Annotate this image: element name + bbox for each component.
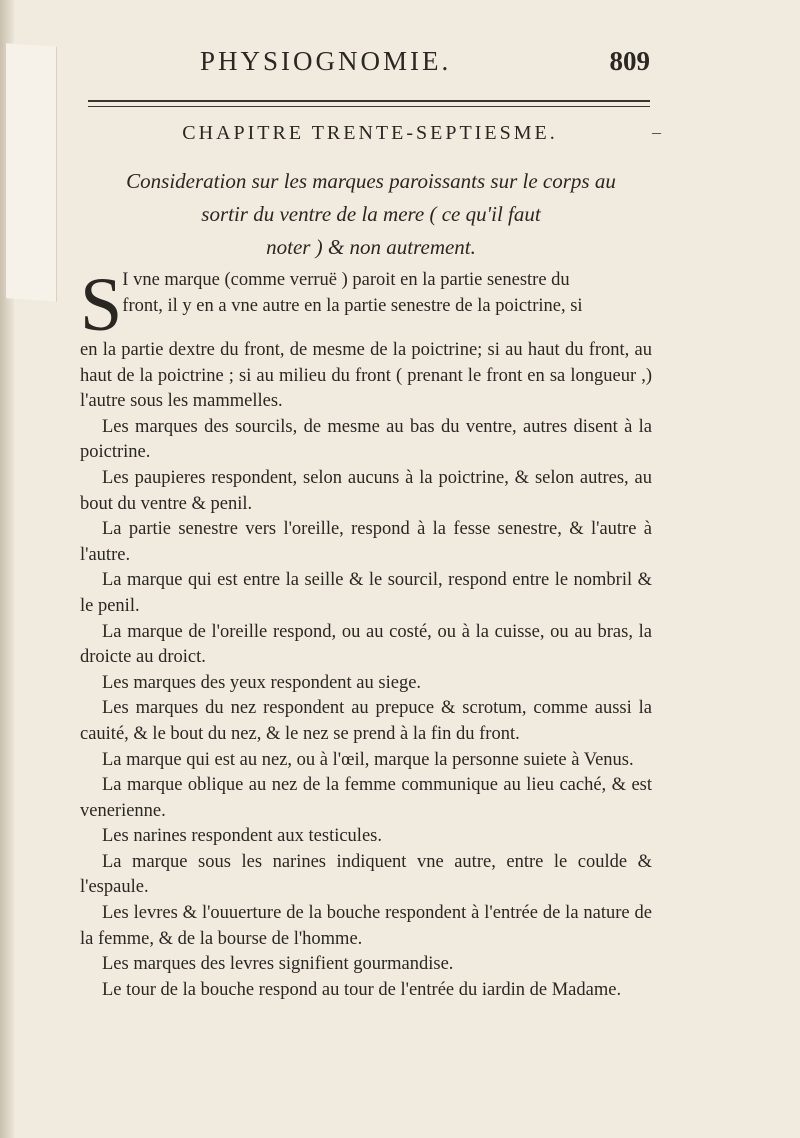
running-title: PHYSIOGNOMIE.: [200, 46, 452, 76]
paragraph: La marque qui est au nez, ou à l'œil, marque la personne suiete à Venus.: [102, 749, 634, 770]
paragraph: La marque sous les narines indiquent vne autre, entre le coulde & l'espaule.: [80, 851, 652, 898]
body-text: [80, 263, 652, 1003]
first-paragraph: [80, 263, 652, 347]
paragraph: La marque oblique au nez de la femme communique au lieu caché, & est venerienne.: [80, 775, 652, 821]
paragraph: en la partie dextre du front, de mesme de la poictrine; si au haut du front, au haut de la poictrine ; si au milieu du front ( prenant le front en sa longueur ,) l'autre sous les mammelles.: [80, 340, 652, 412]
paragraph: Les paupieres respondent, selon aucuns à la poictrine, & selon autres, au bout du ventre & penil.: [80, 467, 652, 514]
first-paragraph-line: front, il y en a vne autre en la partie senestre de la poictrine, si: [122, 295, 583, 316]
subtitle-line: Consideration sur les marques paroissants sur le corps au: [126, 169, 616, 193]
first-paragraph-lines: [122, 268, 652, 338]
page-number: 809: [609, 46, 650, 76]
paragraph: Les marques des levres signifient gourmandise.: [102, 954, 454, 975]
running-head: [80, 42, 650, 82]
subtitle-line: sortir du ventre de la mere ( ce qu'il faut: [201, 202, 541, 226]
paragraph: Les narines respondent aux testicules.: [102, 826, 382, 847]
paragraph: Les marques des sourcils, de mesme au bas du ventre, autres disent à la poictrine.: [80, 416, 652, 463]
paragraph: Les marques des yeux respondent au siege.: [102, 672, 422, 693]
drop-cap: S: [80, 263, 123, 347]
first-paragraph-line: I vne marque (comme verruë ) paroit en la partie senestre du: [122, 270, 570, 290]
paper-tab: [6, 43, 57, 302]
paragraph: La partie senestre vers l'oreille, respond à la fesse senestre, & l'autre à l'autre.: [80, 519, 652, 565]
paragraph: Le tour de la bouche respond au tour de l'entrée du iardin de Madame.: [102, 979, 622, 1000]
header-rule: [88, 100, 650, 107]
paragraph: Les marques du nez respondent au prepuce & scrotum, comme aussi la cauité, & le bout du nez, & le nez se prend à la fin du front.: [80, 698, 652, 744]
paragraph: La marque de l'oreille respond, ou au costé, ou à la cuisse, ou au bras, la droicte au droict.: [80, 621, 652, 668]
chapter-heading: CHAPITRE TRENTE-SEPTIESME.: [182, 122, 558, 144]
margin-dash: –: [652, 122, 661, 142]
subtitle-line: noter ) & non autrement.: [266, 235, 476, 259]
paragraph: Les levres & l'ouuerture de la bouche respondent à l'entrée de la nature de la femme, & de la bourse de l'homme.: [80, 903, 652, 949]
chapter-subtitle: [82, 165, 660, 264]
paragraph: La marque qui est entre la seille & le sourcil, respond entre le nombril & le penil.: [80, 570, 652, 616]
